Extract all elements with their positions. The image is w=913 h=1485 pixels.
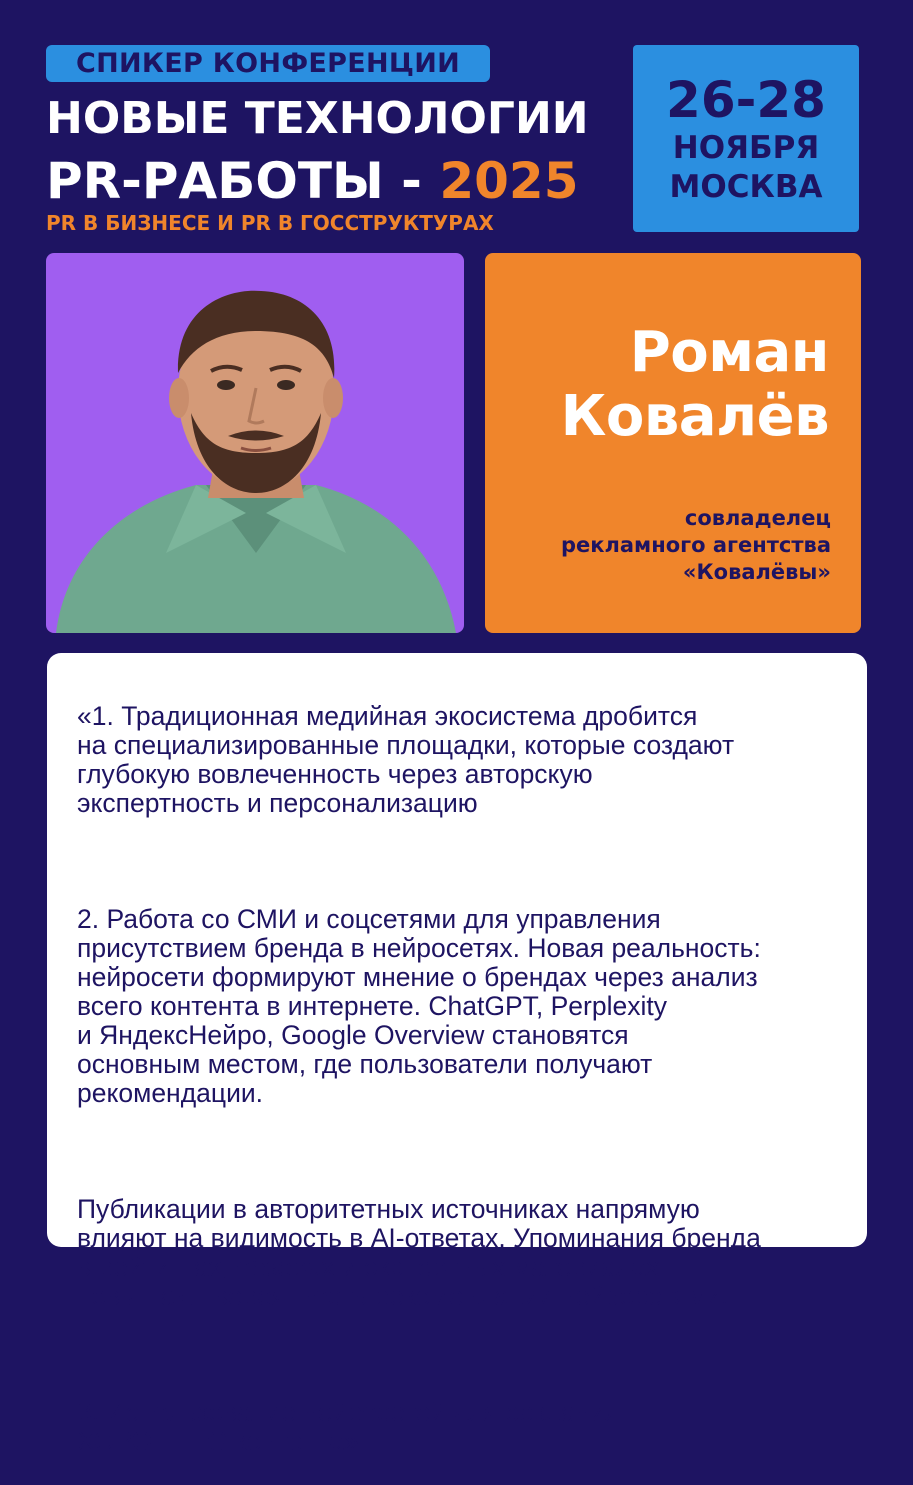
event-dates: 26-28: [666, 70, 826, 129]
speaker-name: [561, 321, 829, 449]
quote-paragraph-3: Публикации в авторитетных источниках напрямую влияют на видимость в AI-ответах. Упоминания бренда в рейтингах, обзорах и экспертных материалах повышают вероятность рекомендации нейросетями.: [77, 1194, 761, 1311]
event-month: НОЯБРЯ: [672, 129, 820, 166]
speaker-role-line1: совладелец: [684, 506, 831, 530]
quote-paragraph-4: 3. Использование нейросетей для создания ХОРОШЕГО контента»: [77, 1397, 619, 1456]
conference-year: 2025: [439, 152, 579, 210]
event-date-box: [633, 45, 859, 232]
speaker-role-line2: рекламного агентства: [560, 533, 831, 557]
conference-title-line1: НОВЫЕ ТЕХНОЛОГИИ: [46, 93, 589, 144]
speaker-first-name: Роман: [629, 320, 829, 385]
speaker-photo: [46, 253, 464, 633]
quote-text: [77, 673, 867, 1485]
conference-title-line2: [46, 150, 579, 212]
speaker-badge: [46, 45, 490, 82]
quote-card: [47, 653, 867, 1456]
speaker-portrait-illustration: [46, 253, 464, 633]
speaker-role-line3: «Ковалёвы»: [682, 560, 831, 584]
speaker-badge-label: СПИКЕР КОНФЕРЕНЦИИ: [75, 48, 461, 79]
speaker-role: [561, 505, 831, 586]
conference-title-prefix: PR-РАБОТЫ -: [46, 152, 440, 210]
conference-subtitle: PR В БИЗНЕСЕ И PR В ГОССТРУКТУРАХ: [46, 211, 494, 235]
quote-paragraph-1: «1. Традиционная медийная экосистема дробится на специализированные площадки, которые создают глубокую вовлеченность через авторскую экспертность и персонализацию: [77, 701, 735, 818]
speaker-info-box: [485, 253, 861, 633]
quote-paragraph-2: 2. Работа со СМИ и соцсетями для управления присутствием бренда в нейросетях. Новая реальность: нейросети формируют мнение о брендах через анализ всего контента в интернете. ChatGPT, Perplexity и ЯндексНейро, Google Overview становятся основным местом, где пользователи получают рекомендации.: [77, 904, 761, 1108]
speaker-last-name: Ковалёв: [560, 384, 829, 449]
event-city: МОСКВА: [669, 168, 823, 205]
